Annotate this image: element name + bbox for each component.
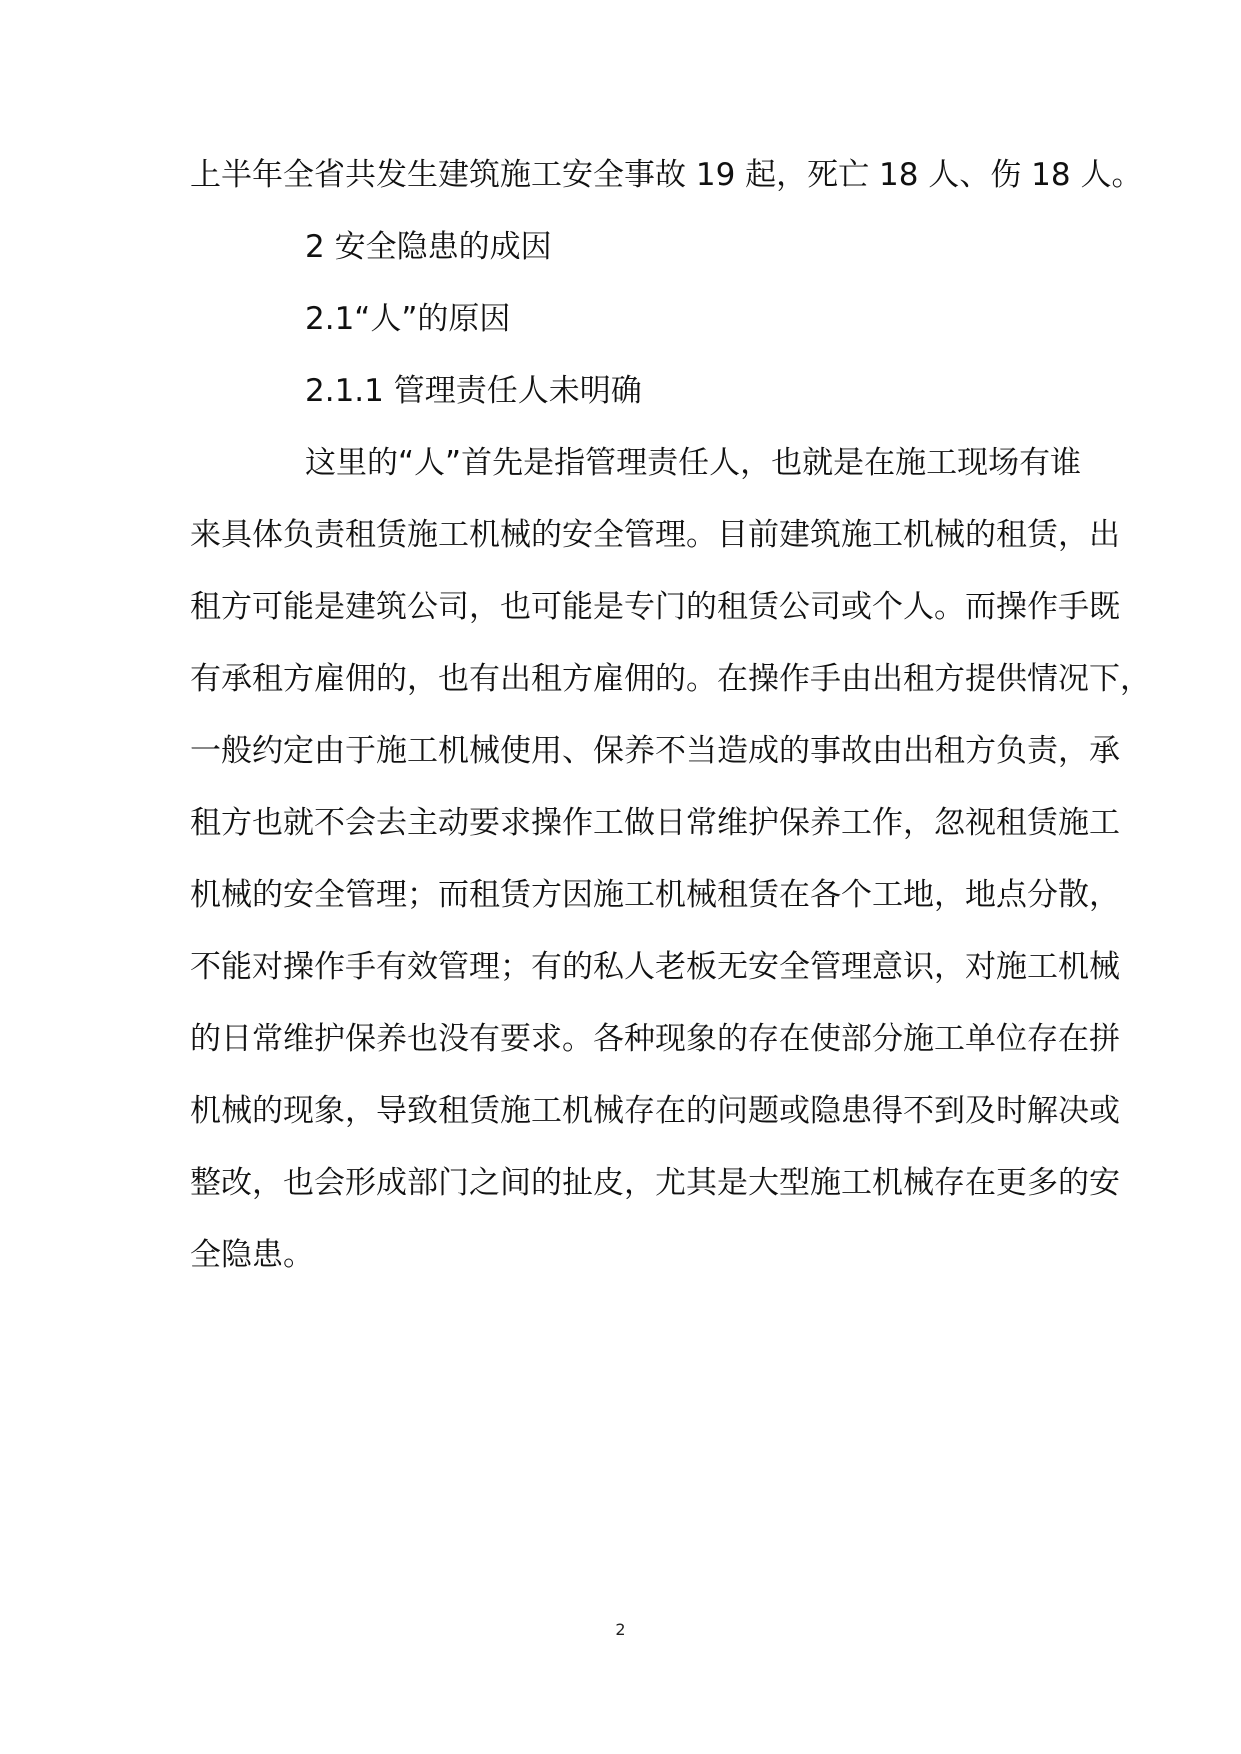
paragraph-line-9: 的日常维护保养也没有要求。各种现象的存在使部分施工单位存在拼 — [190, 1021, 1120, 1057]
section-heading: 2 安全隐患的成因 — [305, 229, 552, 265]
paragraph-line-10: 机械的现象，导致租赁施工机械存在的问题或隐患得不到及时解决或 — [190, 1093, 1120, 1129]
paragraph-line-6: 租方也就不会去主动要求操作工做日常维护保养工作，忽视租赁施工 — [190, 805, 1120, 841]
paragraph-line-11: 整改，也会形成部门之间的扯皮，尤其是大型施工机械存在更多的安 — [190, 1165, 1120, 1201]
page-number: 2 — [615, 1620, 626, 1639]
subsubsection-heading: 2.1.1 管理责任人未明确 — [305, 373, 642, 409]
paragraph-line-1: 这里的“人”首先是指管理责任人，也就是在施工现场有谁 — [305, 445, 1082, 481]
text-line-1: 上半年全省共发生建筑施工安全事故 19 起，死亡 18 人、伤 18 人。 — [190, 157, 1143, 193]
paragraph-line-5: 一般约定由于施工机械使用、保养不当造成的事故由出租方负责，承 — [190, 733, 1120, 769]
paragraph-line-3: 租方可能是建筑公司，也可能是专门的租赁公司或个人。而操作手既 — [190, 589, 1120, 625]
paragraph-line-12: 全隐患。 — [190, 1237, 314, 1273]
paragraph-line-8: 不能对操作手有效管理；有的私人老板无安全管理意识，对施工机械 — [190, 949, 1120, 985]
paragraph-line-2: 来具体负责租赁施工机械的安全管理。目前建筑施工机械的租赁，出 — [190, 517, 1120, 553]
paragraph-line-4: 有承租方雇佣的，也有出租方雇佣的。在操作手由出租方提供情况下， — [190, 661, 1151, 697]
subsection-heading: 2.1“人”的原因 — [305, 301, 511, 337]
paragraph-line-7: 机械的安全管理；而租赁方因施工机械租赁在各个工地，地点分散， — [190, 877, 1120, 913]
